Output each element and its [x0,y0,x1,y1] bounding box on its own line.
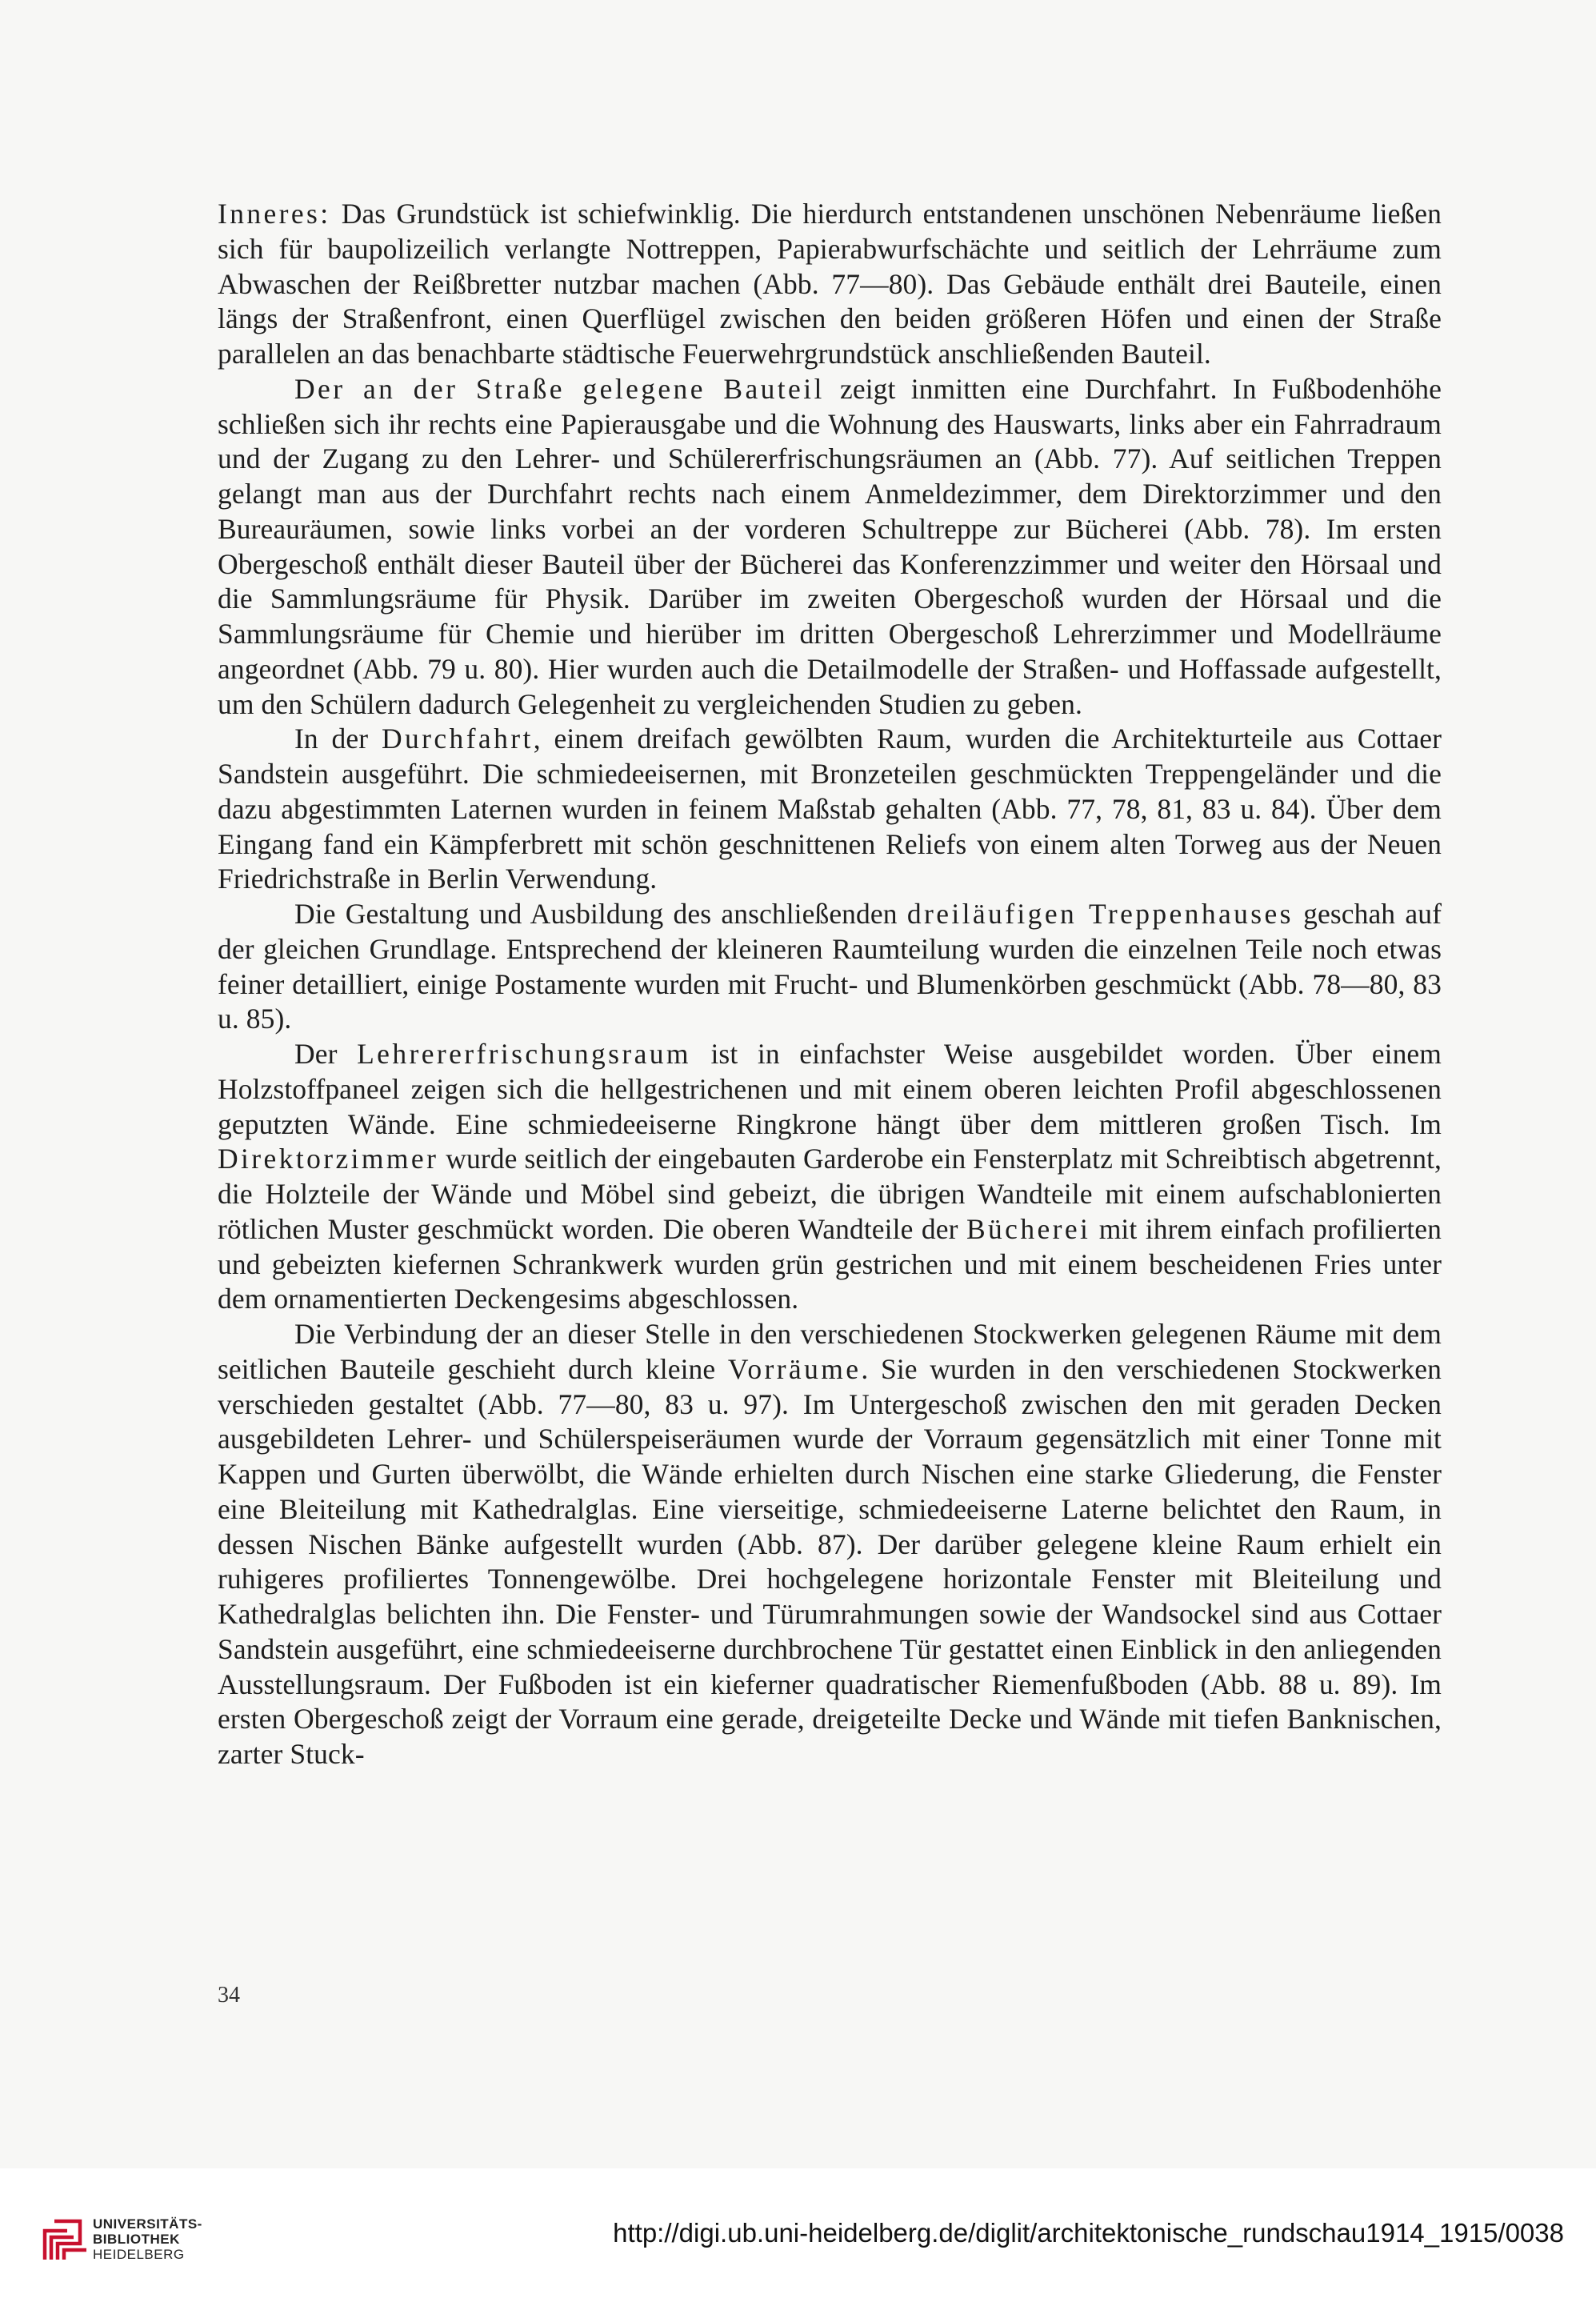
ub-heidelberg-logo-icon[interactable] [38,2215,90,2266]
library-name-line2: BIBLIOTHEK [93,2232,180,2247]
source-url-link[interactable]: http://digi.ub.uni-heidelberg.de/diglit/architektonische_rundschau1914_1915/0038 [613,2218,1564,2248]
paragraph-text: Das Grundstück ist schiefwinklig. Die hierdurch entstandenen unschönen Nebenräume ließen sich für baupolizeilich verlangte Nottreppen, Papierabwurfschächte und seitlich der Lehrräume zum Abwaschen der Reißbretter nutzbar machen (Abb. 77—80). Das Gebäude enthält drei Bauteile, einen längs der Straßenfront, einen Querflügel zwischen den beiden größeren Höfen und einen der Straße parallelen an das benachbarte städtische Feuerwehrgrundstück anschließenden Bauteil. [218,198,1442,370]
paragraph-text: geschah auf der gleichen Grundlage. Entsprechend der kleineren Raumteilung wurden die einzelnen Teile noch etwas feiner detailliert, einige Postamente wurden mit Frucht- und Blumenkörben geschmückt (Abb. 78—80, 83 u. 85). [218,898,1442,1035]
paragraph-text: . Sie wurden in den verschiedenen Stockwerken verschieden gestaltet (Abb. 77—80, 83 u. 97). Im Untergeschoß zwischen den mit geraden Decken ausgebildeten Lehrer- und Schülerspeiseräumen wurde der Vorraum gegensätzlich mit einer Tonne mit Kappen und Gurten überwölbt, die Wände erhielten durch Nischen eine starke Gliederung, die Fenster eine Bleiteilung mit Kathedralglas. Eine vierseitige, schmiedeeiserne Laterne belichtet den Raum, in dessen Nischen Bänke aufgestellt wurden (Abb. 87). Der darüber gelegene kleine Raum erhielt ein ruhigeres profiliertes Tonnengewölbe. Drei hochgelegene horizontale Fenster mit Bleiteilung und Kathedralglas belichten ihn. Die Fenster- und Türumrahmungen sowie der Wandsockel sind aus Cottaer Sandstein ausgeführt, eine schmiedeeiserne durchbrochene Tür gestattet einen Einblick in den anliegenden Ausstellungsraum. Der Fußboden ist ein kieferner quadratischer Riemenfußboden (Abb. 88 u. 89). Im ersten Obergeschoß zeigt der Vorraum eine gerade, dreigeteilte Decke und Wände mit tiefen Banknischen, zarter Stuck- [218,1352,1442,1770]
spaced-term: Lehrererfrischungsraum [357,1038,691,1070]
spaced-term: Bücherei [966,1212,1091,1245]
spaced-term: Der an der Straße gelegene Bauteil [294,372,825,405]
library-name-line3: HEIDELBERG [93,2247,185,2262]
paragraph-text: wurde seitlich der eingebauten Garderobe ein Fensterplatz mit Schreibtisch abgetrennt, die Holzteile der Wände und Möbel sind gebeizt, die übrigen Wandteile mit einem aufschablonierten rötlichen Muster geschmückt worden. Die oberen Wandteile der [218,1143,1442,1245]
spaced-term: dreiläufigen Treppenhauses [906,898,1294,930]
paragraph-strassenbauteil [218,372,1442,723]
paragraph-text: mit ihrem einfach profilierten und gebeizten kiefernen Schrankwerk wurden grün gestrichen und mit einem bescheidenen Fries unter dem ornamentierten Deckengesims abgeschlossen. [218,1212,1442,1315]
library-name[interactable] [93,2216,202,2262]
paragraph-text: , einem dreifach gewölbten Raum, wurden die Architekturteile aus Cottaer Sandstein ausgeführt. Die schmiedeeisernen, mit Bronzeteilen geschmückten Treppengeländer und die dazu abgestimmten Laternen wurden in feinem Maßstab gehalten (Abb. 77, 78, 81, 83 u. 84). Über dem Eingang fand ein Kämpferbrett mit schön geschnittenen Reliefs von einem alten Torweg aus der Neuen Friedrichstraße in Berlin Verwendung. [218,723,1442,895]
paragraph-text: zeigt inmitten eine Durchfahrt. In Fußbodenhöhe schließen sich ihr rechts eine Papierausgabe und die Wohnung des Hauswarts, links aber ein Fahrradraum und der Zugang zu den Lehrer- und Schülererfrischungsräumen an (Abb. 77). Auf seitlichen Treppen gelangt man aus der Durchfahrt rechts nach einem Anmeldezimmer, dem Direktorzimmer und den Bureauräumen, sowie links vorbei an der vorderen Schultreppe zur Bücherei (Abb. 78). Im ersten Obergeschoß enthält dieser Bauteil über der Bücherei das Konferenzzimmer und weiter den Hörsaal und die Sammlungsräume für Physik. Darüber im zweiten Obergeschoß wurden der Hörsaal und die Sammlungsräume für Chemie und hierüber im dritten Obergeschoß Lehrerzimmer und Modellräume angeordnet (Abb. 79 u. 80). Hier wurden auch die Detailmodelle der Straßen- und Hoffassade aufgestellt, um den Schülern dadurch Gelegenheit zu vergleichenden Studien zu geben. [218,372,1442,720]
paragraph-durchfahrt [218,722,1442,897]
spaced-term: Direktorzimmer [218,1143,439,1175]
paragraph-text: ist in einfachster Weise ausgebildet worden. Über einem Holzstoffpaneel zeigen sich die hellgestrichenen und mit einem oberen leichten Profil abgeschlossenen geputzten Wände. Eine schmiedeeiserne Ringkrone hängt über dem mittleren großen Tisch. Im [218,1038,1442,1140]
spaced-term: Vorräume [727,1352,862,1385]
library-name-line1: UNIVERSITÄTS- [93,2216,202,2232]
paragraph-text: Der [294,1038,358,1070]
spaced-term: Inneres: [218,198,331,230]
paragraph-inneres [218,197,1442,372]
spaced-term: Durchfahrt [381,723,534,755]
paragraph-treppenhaus [218,897,1442,1037]
body-text [218,197,1442,1772]
paragraph-lehrererfrischungsraum [218,1037,1442,1317]
footer-bar [0,2168,1596,2314]
paragraph-vorraeume [218,1317,1442,1772]
paragraph-text: Die Gestaltung und Ausbildung des anschließenden [294,898,907,930]
page-number: 34 [218,1983,240,2008]
paragraph-text: In der [294,723,382,755]
paragraph-text: Die Verbindung der an dieser Stelle in den verschiedenen Stockwerken gelegenen Räume mit dem seitlichen Bauteile geschieht durch kleine [218,1318,1442,1385]
